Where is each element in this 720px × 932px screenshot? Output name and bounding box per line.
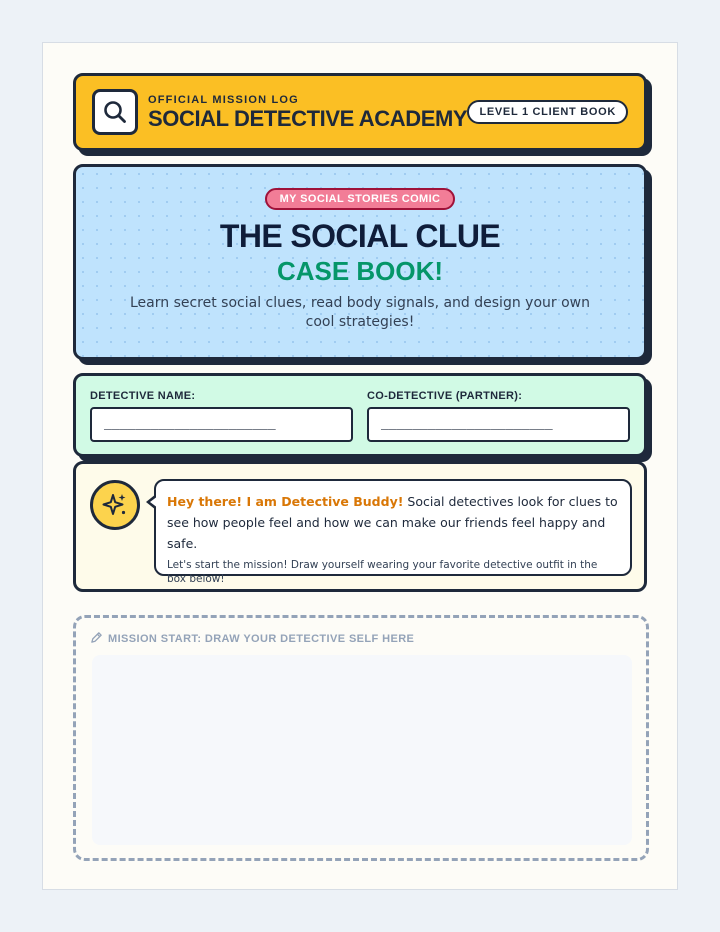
buddy-instruction: Let's start the mission! Draw yourself wearing your favorite detective outfit in the box below! [167,559,598,585]
detective-name-group [90,390,353,454]
drawing-area-header [90,631,414,647]
drawing-area-label: MISSION START: DRAW YOUR DETECTIVE SELF HERE [108,633,415,645]
detective-name-label: DETECTIVE NAME: [90,390,196,402]
comic-tag: MY SOCIAL STORIES COMIC [265,188,456,210]
sparkles-icon [90,480,140,530]
detective-name-field[interactable]: ______________________ [90,407,353,442]
speech-bubble [154,479,632,585]
academy-title: SOCIAL DETECTIVE ACADEMY [148,105,468,131]
buddy-panel [73,461,647,592]
worksheet-page [42,42,678,890]
hero-panel [73,164,647,360]
drawing-area [73,615,649,861]
names-panel [73,373,647,457]
buddy-message-text: Social detectives look for clues to see how people feel and how we can make our friends feel happy and safe. [167,494,618,551]
hero-description: Learn secret social clues, read body signals, and design your own cool strategies! [130,295,590,330]
header-kicker: OFFICIAL MISSION LOG [148,93,299,106]
magnifying-glass-icon [92,89,138,135]
hero-subtitle: CASE BOOK! [276,256,444,286]
buddy-message [167,491,619,554]
partner-name-group [367,390,630,454]
mission-log-header [73,73,647,151]
hero-title: THE SOCIAL CLUE [219,218,501,254]
partner-name-label: CO-DETECTIVE (PARTNER): [367,390,523,402]
pencil-icon [90,631,103,647]
buddy-greeting: Hey there! I am Detective Buddy! [167,494,404,509]
level-badge: LEVEL 1 CLIENT BOOK [467,100,628,124]
partner-name-field[interactable]: ______________________ [367,407,630,442]
drawing-canvas[interactable] [92,655,632,845]
